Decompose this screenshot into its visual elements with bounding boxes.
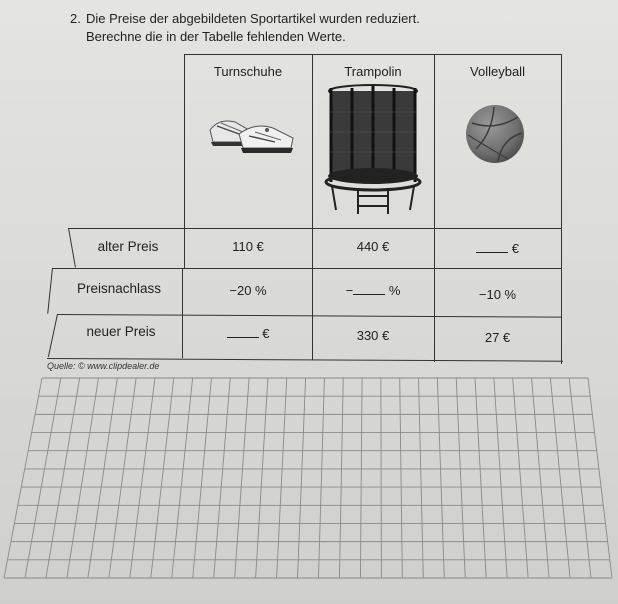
- cell-value: −: [345, 283, 354, 298]
- task-instruction-line-1: Die Preise der abgebildeten Sportartikel wurden reduziert.: [86, 11, 420, 26]
- grid-line: [298, 378, 306, 578]
- column-header-trampoline: Trampolin: [344, 64, 402, 79]
- cell-value: 330 €: [356, 328, 390, 343]
- task-instruction-line-2: Berechne die in der Tabelle fehlenden Werte.: [86, 29, 346, 44]
- image-source-credit: Quelle: © www.clipdealer.de: [47, 361, 160, 371]
- grid-line: [151, 378, 174, 578]
- grid-line: [67, 378, 99, 578]
- cell-unit: %: [388, 283, 401, 298]
- grid-line: [494, 378, 507, 578]
- grid-line: [4, 378, 42, 578]
- grid-line: [532, 378, 550, 578]
- row-label-new-price: neuer Preis: [86, 324, 156, 339]
- column-header-volleyball: Volleyball: [470, 64, 525, 79]
- grid-line: [456, 378, 465, 578]
- grid-line: [235, 378, 249, 578]
- grid-line: [339, 378, 343, 578]
- cell-unit: €: [511, 241, 519, 256]
- grid-line: [25, 378, 61, 578]
- task-number: 2.: [70, 11, 81, 26]
- grid-line: [588, 378, 612, 578]
- grid-line: [360, 378, 362, 578]
- grid-line: [550, 378, 570, 578]
- row-label-discount: Preisnachlass: [76, 281, 162, 296]
- cell-value: 110 €: [232, 239, 264, 254]
- grid-line: [214, 378, 231, 578]
- grid-line: [475, 378, 486, 578]
- cell-value: 27 €: [484, 330, 511, 345]
- grid-line: [419, 378, 424, 578]
- row-label-old-price: alter Preis: [97, 239, 159, 254]
- grid-line: [172, 378, 193, 578]
- grid-line: [318, 378, 324, 578]
- grid-line: [130, 378, 155, 578]
- grid-line: [256, 378, 268, 578]
- cell-value: −20 %: [229, 283, 267, 298]
- grid-line: [277, 378, 287, 578]
- grid-line: [46, 378, 80, 578]
- grid-line: [437, 378, 444, 578]
- column-header-sneakers: Turnschuhe: [213, 64, 283, 79]
- cell-value: 440 €: [356, 239, 390, 254]
- grid-line: [400, 378, 403, 578]
- cell-value: −10 %: [478, 287, 517, 302]
- cell-unit: €: [262, 326, 270, 341]
- grid-line: [513, 378, 528, 578]
- grid-line: [569, 378, 591, 578]
- grid-line: [193, 378, 212, 578]
